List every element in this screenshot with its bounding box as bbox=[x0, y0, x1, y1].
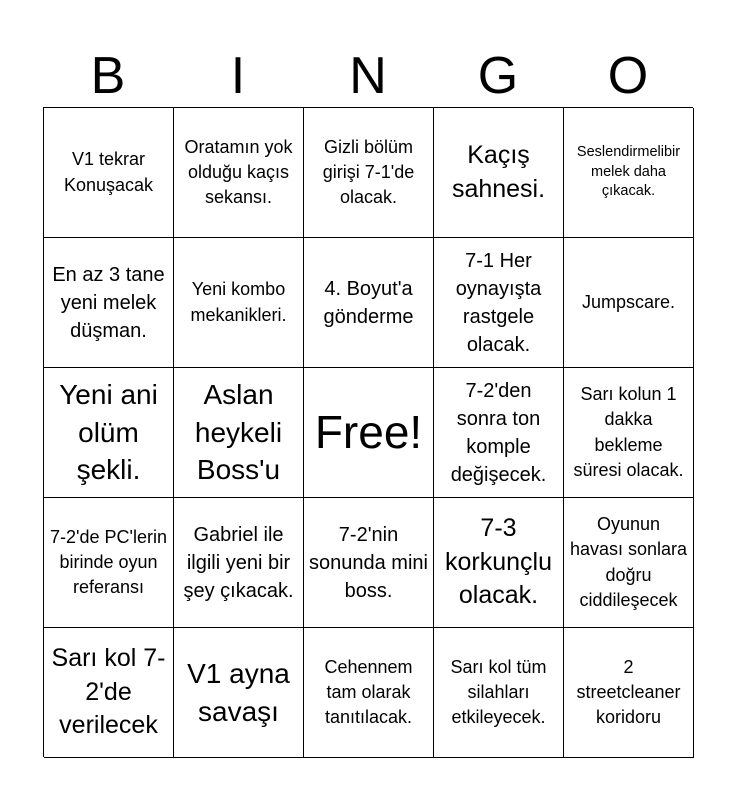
cell-text: Gizli bölüm girişi 7-1'de olacak. bbox=[322, 136, 415, 208]
cell-text: 7-2'den sonra ton komple değişecek. bbox=[450, 379, 547, 486]
bingo-cell[interactable] bbox=[44, 108, 174, 238]
cell-text: Oratamın yok olduğu kaçıs sekansı. bbox=[184, 136, 293, 208]
header-letter-n: N bbox=[349, 47, 387, 105]
cell-text: Yeni kombo mekanikleri. bbox=[190, 279, 287, 325]
free-cell[interactable] bbox=[304, 368, 434, 498]
cell-text: 7-3 korkunçlu olacak. bbox=[445, 513, 552, 610]
bingo-cell[interactable] bbox=[174, 628, 304, 758]
bingo-cell[interactable] bbox=[174, 368, 304, 498]
bingo-cell[interactable] bbox=[434, 108, 564, 238]
cell-text: V1 tekrar Konuşacak bbox=[63, 149, 154, 195]
bingo-header bbox=[43, 46, 693, 106]
bingo-cell[interactable] bbox=[44, 628, 174, 758]
bingo-cell[interactable] bbox=[304, 498, 434, 628]
bingo-cell[interactable] bbox=[564, 628, 694, 758]
bingo-cell[interactable] bbox=[44, 238, 174, 368]
bingo-cell[interactable] bbox=[304, 628, 434, 758]
cell-text: 7-2'nin sonunda mini boss. bbox=[309, 523, 428, 602]
bingo-cell[interactable] bbox=[44, 498, 174, 628]
cell-text: Gabriel ile ilgili yeni bir şey çıkacak. bbox=[183, 523, 294, 602]
cell-text: Kaçış sahnesi. bbox=[451, 140, 546, 203]
bingo-cell[interactable] bbox=[174, 498, 304, 628]
cell-text: V1 ayna savaşı bbox=[187, 657, 290, 727]
cell-text: Seslendirmelibir melek daha çıkacak. bbox=[576, 144, 681, 200]
bingo-cell[interactable] bbox=[564, 238, 694, 368]
bingo-cell[interactable] bbox=[434, 498, 564, 628]
cell-text: 4. Boyut'a gönderme bbox=[323, 277, 414, 328]
header-letter-o: O bbox=[607, 47, 649, 105]
bingo-cell[interactable] bbox=[434, 238, 564, 368]
cell-text: En az 3 tane yeni melek düşman. bbox=[52, 263, 165, 342]
header-letter-i: I bbox=[230, 47, 246, 105]
bingo-grid bbox=[43, 107, 693, 757]
cell-text: 2 streetcleaner koridoru bbox=[576, 656, 681, 728]
bingo-cell[interactable] bbox=[304, 238, 434, 368]
cell-text: Jumpscare. bbox=[581, 291, 676, 312]
cell-text: Cehennem tam olarak tanıtılacak. bbox=[324, 656, 413, 728]
bingo-cell[interactable] bbox=[304, 108, 434, 238]
cell-text: 7-2'de PC'lerin birinde oyun referansı bbox=[50, 526, 167, 598]
cell-text: Aslan heykeli Boss'u bbox=[194, 378, 283, 486]
cell-text: Sarı kol tüm silahları etkileyecek. bbox=[450, 656, 547, 728]
free-text: Free! bbox=[314, 405, 423, 458]
header-letter-g: G bbox=[477, 47, 519, 105]
bingo-cell[interactable] bbox=[564, 108, 694, 238]
bingo-cell[interactable] bbox=[564, 368, 694, 498]
bingo-cell[interactable] bbox=[44, 368, 174, 498]
bingo-cell[interactable] bbox=[174, 108, 304, 238]
cell-text: Oyunun havası sonlara doğru ciddileşecek bbox=[569, 514, 688, 610]
bingo-cell[interactable] bbox=[434, 368, 564, 498]
cell-text: Sarı kolun 1 dakka bekleme süresi olacak. bbox=[573, 384, 684, 480]
cell-text: 7-1 Her oynayışta rastgele olacak. bbox=[455, 249, 542, 356]
bingo-cell[interactable] bbox=[174, 238, 304, 368]
cell-text: Sarı kol 7-2'de verilecek bbox=[51, 643, 166, 740]
bingo-cell[interactable] bbox=[434, 628, 564, 758]
header-letter-b: B bbox=[90, 47, 126, 105]
bingo-cell[interactable] bbox=[564, 498, 694, 628]
cell-text: Yeni ani olüm şekli. bbox=[59, 378, 158, 486]
